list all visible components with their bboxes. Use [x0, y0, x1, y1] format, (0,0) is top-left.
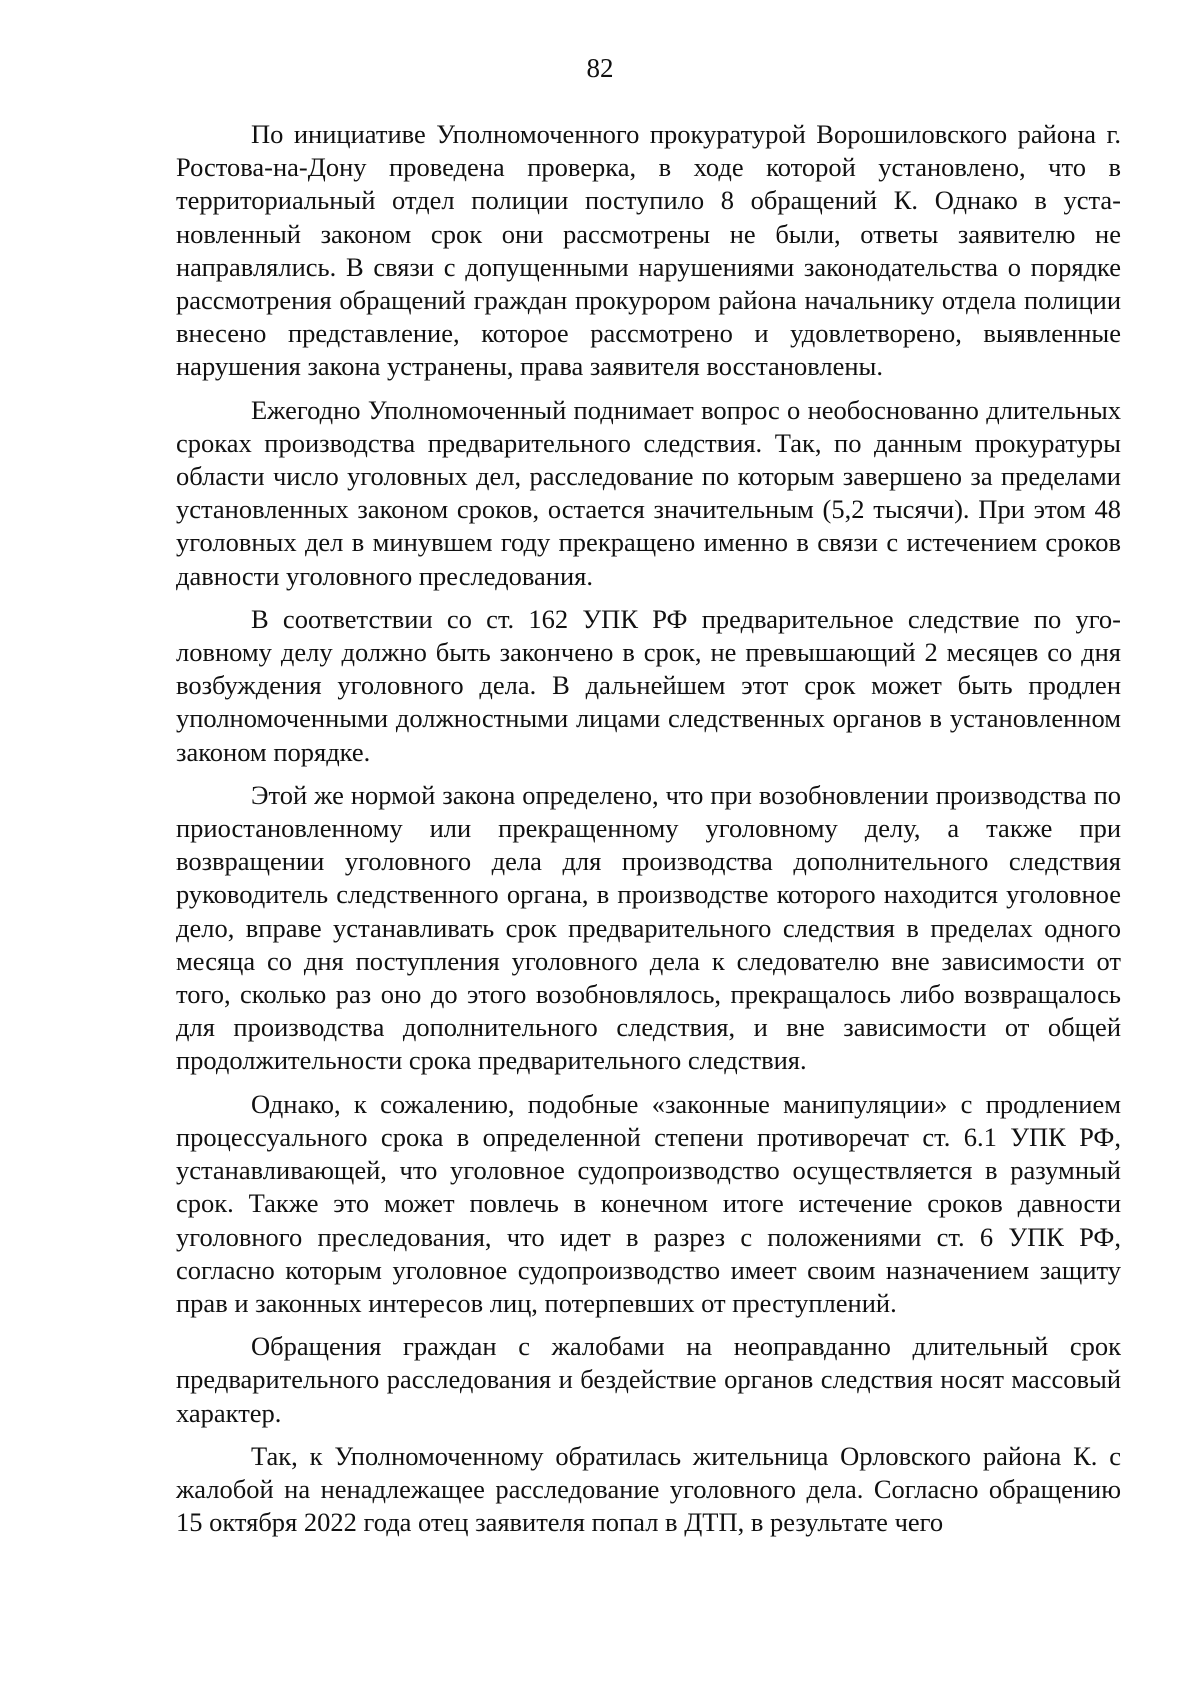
- paragraph-3: В соответствии со ст. 162 УПК РФ предварительное следствие по уголовному делу должно быть закончено в срок, не превышающий 2 месяцев со дня возбуждения уголовного дела. В дальнейшем этот срок может быть продлен уполномоченными должностными лицами следственных органов в установленном законом порядке.: [176, 603, 1121, 767]
- paragraph-1: По инициативе Уполномоченного прокуратурой Ворошиловского района г. Ростова-на-Дону проведена проверка, в ходе которой установлено, что в территориальный отдел полиции поступило 8 обращений К. Однако в установленный законом срок они рассмотрены не были, ответы заявителю не направлялись. В связи с допущенными нарушениями законодательства о порядке рассмотрения обращений граждан прокурором района начальнику отдела полиции внесено представление, которое рассмотрено и удовлетворено, выявленные нарушения закона устранены, права заявителя восстановлены.: [176, 119, 1121, 382]
- paragraph-6: Обращения граждан с жалобами на неоправданно длительный срок предварительного расследования и бездействие органов следствия носят массовый характер.: [176, 1331, 1121, 1428]
- paragraph-7: Так, к Уполномоченному обратилась жительница Орловского района К. с жалобой на ненадлежащее расследование уголовного дела. Согласно обращению 15 октября 2022 года отец заявителя попал в ДТП, в результате чего: [176, 1440, 1121, 1538]
- paragraph-2: Ежегодно Уполномоченный поднимает вопрос о необоснованно длительных сроках производства предварительного следствия. Так, по данным прокуратуры области число уголовных дел, расследование по которым завершено за пределами установленных законом сроков, остается значительным (5,2 тысячи). При этом 48 уголовных дел в минувшем году прекращено именно в связи с истечением сроков давности уголовного преследования.: [176, 394, 1121, 591]
- paragraph-4: Этой же нормой закона определено, что при возобновлении производства по приостановленному или прекращенному уголовному делу, а также при возвращении уголовного дела для производства дополнительного следствия руководитель следственного органа, в производстве которого находится уголовное дело, вправе устанавливать срок предварительного следствия в пределах одного месяца со дня поступления уголовного дела к следователю вне зависимости от того, сколько раз оно до этого возобновлялось, прекращалось либо возвращалось для производства дополнительного следствия, и вне зависимости от общей продолжительности срока предварительного следствия.: [176, 779, 1121, 1076]
- paragraph-5: Однако, к сожалению, подобные «законные манипуляции» с продлением процессуального срока в определенной степени противоречат ст. 6.1 УПК РФ, устанавливающей, что уголовное судопроизводство осуществляется в разумный срок. Также это может повлечь в конечном итоге истечение сроков давности уголовного преследования, что идет в разрез с положениями ст. 6 УПК РФ, согласно которым уголовное судопроизводство имеет своим назначением защиту прав и законных интересов лиц, потерпевших от преступлений.: [176, 1088, 1121, 1318]
- document-body: [176, 118, 1121, 1549]
- page-number: 82: [586, 53, 614, 83]
